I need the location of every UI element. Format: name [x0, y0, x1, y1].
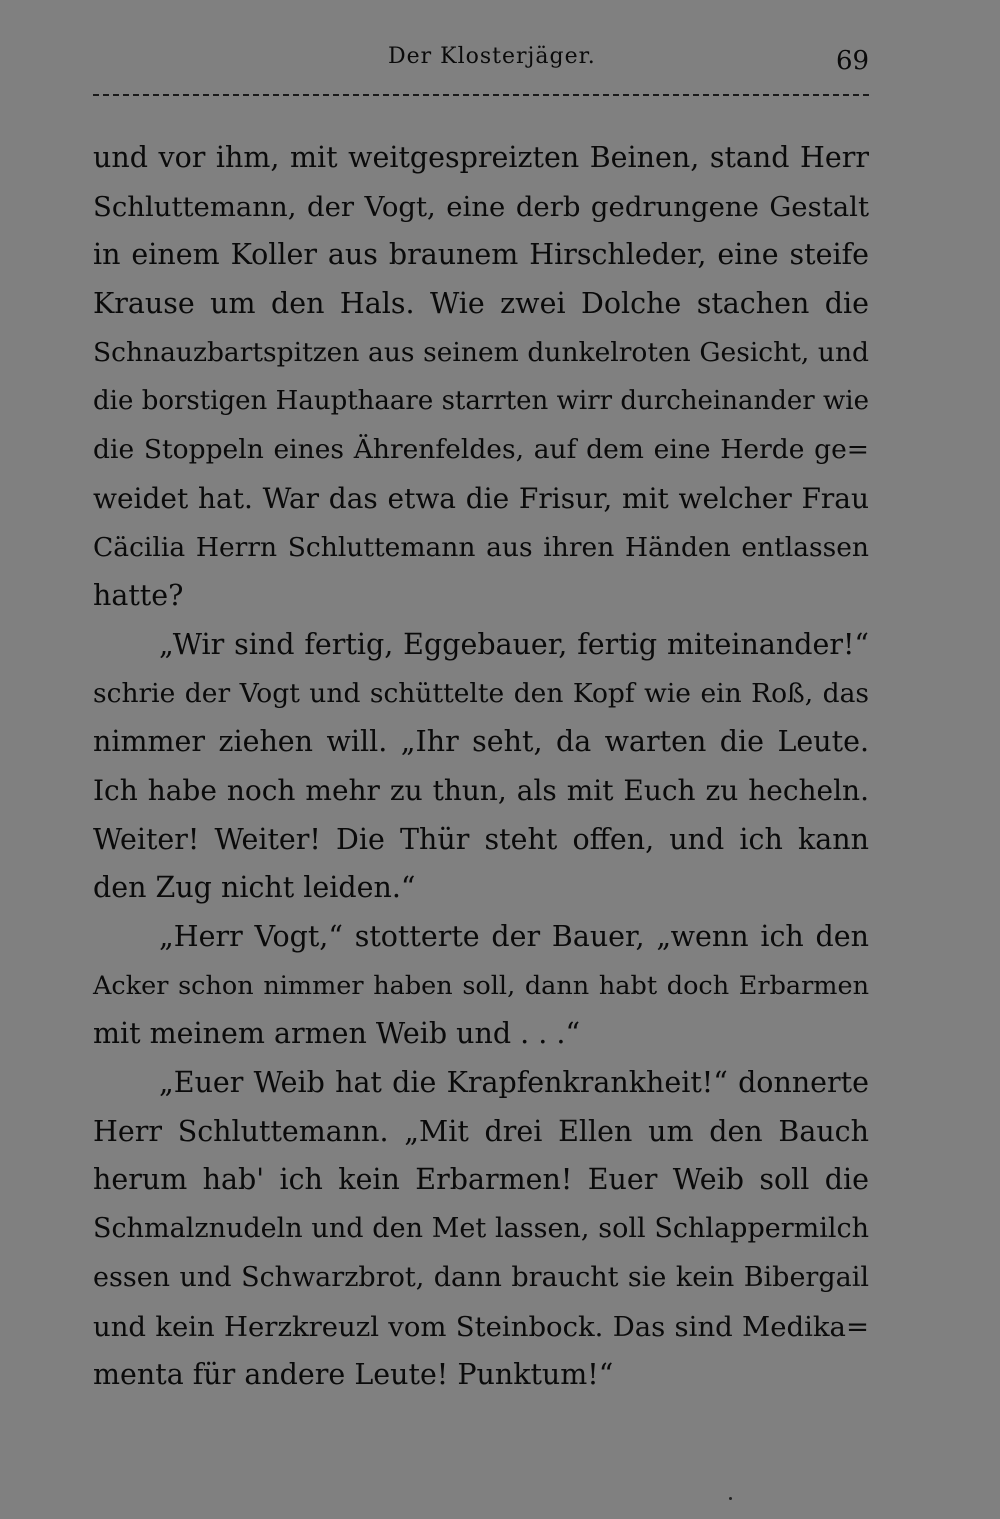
paragraph-start-line: „Euer Weib hat die Krapfenkrankheit!“ donnerte	[159, 1066, 869, 1100]
text-line: Acker schon nimmer haben soll, dann habt doch Erbarmen	[93, 970, 869, 1001]
text-line: nimmer ziehen will. „Ihr seht, da warten die Leute.	[93, 725, 869, 759]
text-line: schrie der Vogt und schüttelte den Kopf wie ein Roß, das	[93, 677, 869, 709]
text-line: Schluttemann, der Vogt, eine derb gedrungene Gestalt	[93, 190, 869, 223]
text-line: und kein Herzkreuzl vom Steinbock. Das sind Medika=	[93, 1310, 869, 1343]
paragraph-end-line: den Zug nicht leiden.“	[93, 871, 416, 905]
body-text	[93, 134, 869, 1400]
text-line: Ich habe noch mehr zu thun, als mit Euch zu hecheln.	[93, 773, 869, 807]
paragraph-end-line: mit meinem armen Weib und . . .“	[93, 1017, 581, 1051]
paragraph-start-line: „Wir sind fertig, Eggebauer, fertig miteinander!“	[159, 627, 869, 661]
header-rule	[93, 94, 869, 96]
text-line: weidet hat. War das etwa die Frisur, mit welcher Frau	[93, 481, 869, 515]
running-title: Der Klosterjäger.	[388, 44, 596, 69]
text-line: essen und Schwarzbrot, dann braucht sie kein Bibergail	[93, 1261, 869, 1293]
text-line: die Stoppeln eines Ährenfeldes, auf dem eine Herde ge=	[93, 434, 869, 466]
paragraph-end-line: menta für andere Leute! Punktum!“	[93, 1358, 614, 1392]
text-line: Krause um den Hals. Wie zwei Dolche stachen die	[93, 287, 869, 321]
text-line: und vor ihm, mit weitgespreizten Beinen, stand Herr	[93, 141, 869, 174]
paragraph-end-line: hatte?	[93, 579, 184, 613]
text-line: Weiter! Weiter! Die Thür steht offen, und ich kann	[93, 822, 869, 856]
text-line: Schnauzbartspitzen aus seinem dunkelroten Gesicht, und	[93, 336, 869, 368]
text-line: die borstigen Haupthaare starrten wirr durcheinander wie	[93, 386, 869, 417]
text-line: Herr Schluttemann. „Mit drei Ellen um den Bauch	[93, 1114, 869, 1148]
text-line: herum hab' ich kein Erbarmen! Euer Weib soll die	[93, 1163, 869, 1197]
text-line: Cäcilia Herrn Schluttemann aus ihren Händen entlassen	[93, 531, 869, 563]
paragraph-start-line: „Herr Vogt,“ stotterte der Bauer, „wenn ich den	[159, 920, 869, 953]
text-line: Schmalznudeln und den Met lassen, soll Schlappermilch	[93, 1213, 869, 1245]
text-line: in einem Koller aus braunem Hirschleder, eine steife	[93, 238, 869, 272]
print-speck	[729, 1497, 732, 1500]
page-number: 69	[836, 46, 870, 76]
